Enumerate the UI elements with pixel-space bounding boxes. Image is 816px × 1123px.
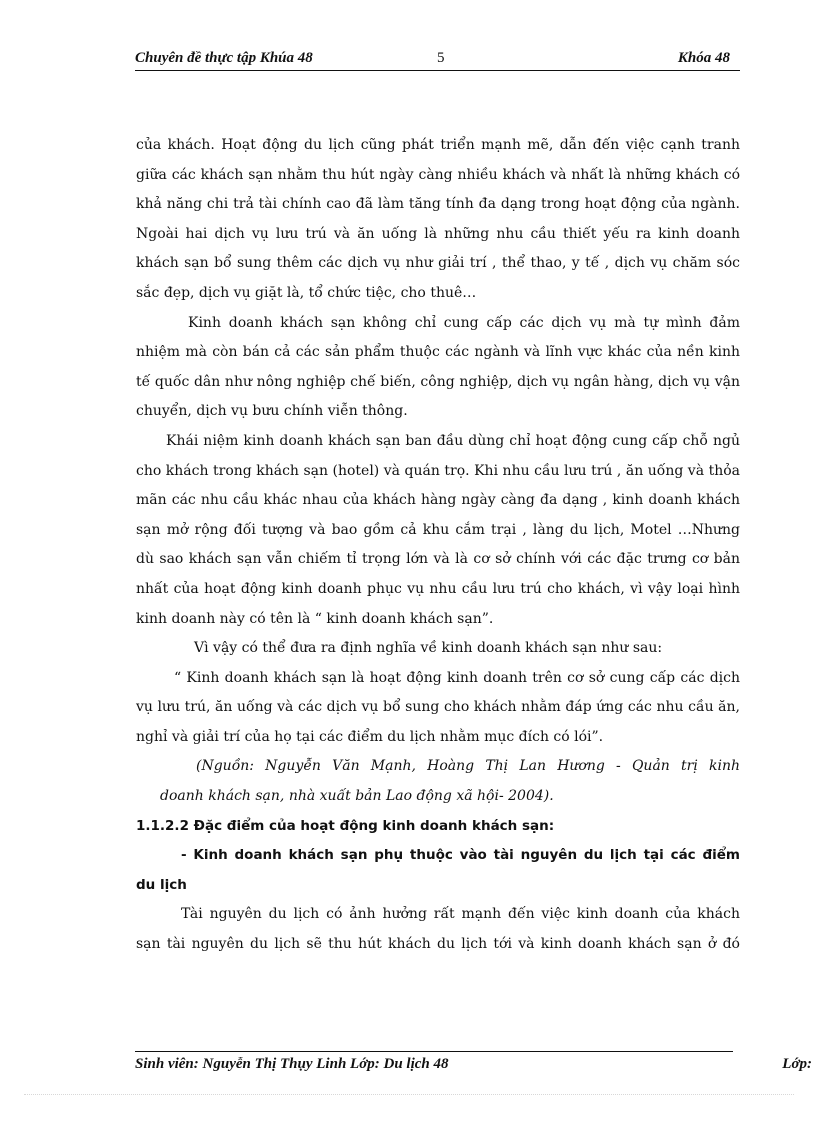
page-header <box>135 50 740 70</box>
text-line: du lịch <box>136 876 187 893</box>
paragraph-4 <box>136 634 740 664</box>
text-line: sạn mở rộng đối tượng và bao gồm cả khu cắm trại , làng du lịch, Motel …Nhưng <box>136 521 740 538</box>
text-line: - Kinh doanh khách sạn phụ thuộc vào tài nguyên du lịch tại các điểm <box>181 847 740 864</box>
text-line: Tài nguyên du lịch có ảnh hưởng rất mạnh đến việc kinh doanh của khách <box>181 906 740 923</box>
definition-quote <box>136 664 740 753</box>
text-line: vụ lưu trú, ăn uống và các dịch vụ bổ sung cho khách nhằm đáp ứng các nhu cầu ăn, <box>136 699 740 716</box>
paragraph-1 <box>136 131 740 309</box>
text-line: giữa các khách sạn nhằm thu hút ngày càng nhiều khách và nhất là những khách có <box>136 166 740 183</box>
footer-class: Lớp: <box>782 1056 812 1072</box>
text-line: tế quốc dân như nông nghiệp chế biến, công nghiệp, dịch vụ ngân hàng, dịch vụ vận <box>136 373 740 390</box>
text-line: Ngoài hai dịch vụ lưu trú và ăn uống là những nhu cầu thiết yếu ra kinh doanh <box>136 225 740 242</box>
text-line: khách sạn bổ sung thêm các dịch vụ như giải trí , thể thao, y tế , dịch vụ chăm sóc <box>136 255 740 272</box>
text-line: khả năng chi trả tài chính cao đã làm tăng tính đa dạng trong hoạt động của ngành. <box>136 196 740 213</box>
text-line: sắc đẹp, dịch vụ giặt là, tổ chức tiệc, cho thuê… <box>136 284 477 301</box>
text-line: sạn tài nguyên du lịch sẽ thu hút khách du lịch tới và kinh doanh khách sạn ở đó <box>136 936 740 953</box>
text-line: nghỉ và giải trí của họ tại các điểm du lịch nhằm mục đích có lói”. <box>136 728 604 745</box>
document-body <box>136 131 740 960</box>
footer-rule <box>135 1051 733 1052</box>
subsection-heading <box>136 841 740 900</box>
text-line: (Nguồn: Nguyễn Văn Mạnh, Hoàng Thị Lan Hương - Quản trị kinh <box>196 758 740 775</box>
page-edge <box>24 1094 794 1095</box>
header-title: Chuyên đề thực tập Khúa 48 <box>135 50 313 66</box>
paragraph-2 <box>136 309 740 427</box>
paragraph-6 <box>136 900 740 959</box>
page-number: 5 <box>437 50 445 66</box>
text-line: Vì vậy có thể đưa ra định nghĩa về kinh doanh khách sạn như sau: <box>194 640 663 657</box>
page-footer <box>135 1056 816 1076</box>
text-line: của khách. Hoạt động du lịch cũng phát triển mạnh mẽ, dẫn đến việc cạnh tranh <box>136 137 740 153</box>
text-line: nhiệm mà còn bán cả các sản phẩm thuộc các ngành và lĩnh vực khác của nền kinh <box>136 344 740 361</box>
section-heading <box>136 812 740 842</box>
text-line: Khái niệm kinh doanh khách sạn ban đầu dùng chỉ hoạt động cung cấp chỗ ngủ <box>166 432 740 449</box>
text-line: dù sao khách sạn vẫn chiếm tỉ trọng lớn và là cơ sở chính với các đặc trưng cơ bản <box>136 551 740 568</box>
footer-student: Sinh viên: Nguyễn Thị Thụy Linh Lớp: Du lịch 48 <box>135 1056 449 1072</box>
text-line: cho khách trong khách sạn (hotel) và quán trọ. Khi nhu cầu lưu trú , ăn uống và thỏa <box>136 462 740 479</box>
text-line: mãn các nhu cầu khác nhau của khách hàng ngày càng đa dạng , kinh doanh khách <box>136 492 740 509</box>
paragraph-3 <box>136 427 740 634</box>
text-line: Kinh doanh khách sạn không chỉ cung cấp các dịch vụ mà tự mình đảm <box>188 314 740 331</box>
source-citation <box>136 752 740 811</box>
header-rule <box>135 70 740 71</box>
text-line: kinh doanh này có tên là “ kinh doanh khách sạn”. <box>136 610 494 627</box>
text-line: nhất của hoạt động kinh doanh phục vụ nhu cầu lưu trú cho khách, vì vậy loại hình <box>136 580 740 597</box>
header-course: Khóa 48 <box>677 50 730 66</box>
text-line: 1.1.2.2 Đặc điểm của hoạt động kinh doanh khách sạn: <box>136 817 555 834</box>
text-line: chuyển, dịch vụ bưu chính viễn thông. <box>136 403 408 420</box>
text-line: “ Kinh doanh khách sạn là hoạt động kinh doanh trên cơ sở cung cấp các dịch <box>174 669 740 686</box>
text-line: doanh khách sạn, nhà xuất bản Lao động xã hội- 2004). <box>160 788 554 805</box>
